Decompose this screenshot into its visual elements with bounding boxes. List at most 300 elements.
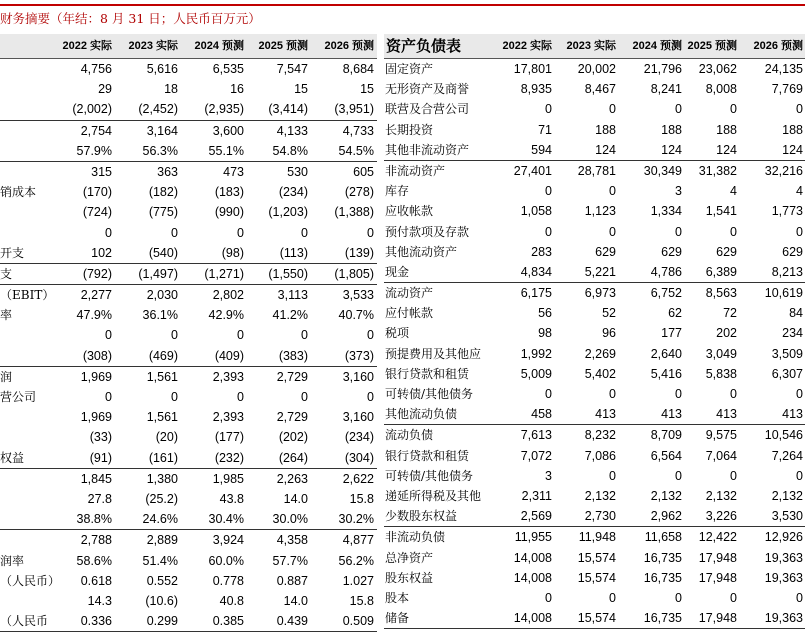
table-row [0, 366, 377, 387]
cell-value: 15.8 [349, 491, 374, 506]
cell-value: 40.7% [338, 308, 374, 323]
cell-value: 1,969 [80, 369, 112, 384]
table-row [384, 588, 805, 608]
cell-value: 0 [301, 328, 308, 343]
row-label: 税项 [385, 326, 410, 341]
cell-value: 0 [367, 328, 374, 343]
cell-value: 7,086 [584, 448, 616, 463]
cell-value: 5,616 [146, 62, 178, 76]
row-label: 无形资产及商誉 [385, 82, 470, 97]
cell-value: (234) [344, 430, 374, 445]
cell-value: (278) [344, 185, 374, 200]
cell-value: 17,948 [698, 550, 737, 565]
cell-value: 315 [91, 164, 112, 179]
cell-value: 0 [545, 224, 552, 239]
cell-value: 3,113 [277, 288, 308, 303]
cell-value: (383) [278, 348, 308, 363]
cell-value: 0.552 [146, 573, 178, 588]
cell-value: 0.887 [276, 573, 308, 588]
row-label: 开支 [0, 245, 25, 260]
cell-value: 0 [105, 390, 112, 404]
table-row [384, 384, 805, 404]
cell-value: 0 [675, 590, 682, 605]
cell-value: 3,533 [342, 288, 374, 303]
cell-value: 6,307 [771, 366, 803, 381]
cell-value: 98 [538, 326, 552, 341]
table-row [0, 263, 377, 284]
cell-value: (1,805) [334, 266, 374, 281]
cell-value: 629 [716, 244, 737, 259]
cell-value: 21,796 [643, 62, 682, 76]
row-label: 销成本 [0, 185, 37, 200]
cell-value: 2,132 [650, 488, 682, 503]
table-row [0, 346, 377, 366]
cell-value: 19,363 [764, 570, 803, 585]
row-label: 股东权益 [385, 570, 434, 585]
cell-value: 19,363 [764, 611, 803, 626]
cell-value: 3 [545, 468, 552, 483]
row-label: 其他流动资产 [385, 244, 458, 259]
table-row [0, 407, 377, 427]
table-title: 资产负债表 [386, 37, 462, 55]
table-row [384, 608, 805, 629]
cell-value: 56 [538, 306, 552, 321]
cell-value: 4 [796, 184, 803, 199]
cell-value: 0 [675, 468, 682, 483]
table-row [0, 59, 377, 79]
cell-value: 1,541 [705, 204, 737, 219]
cell-value: 30,349 [643, 163, 682, 178]
cell-value: 2,788 [80, 533, 112, 548]
cell-value: 413 [595, 407, 616, 422]
cell-value: 8,241 [650, 82, 682, 97]
cell-value: 11,658 [644, 530, 682, 545]
table-row [0, 448, 377, 468]
cell-value: 0 [237, 390, 244, 404]
row-label: 银行贷款和租赁 [385, 448, 470, 463]
cell-value: 8,935 [520, 82, 552, 97]
cell-value: 2,730 [584, 509, 616, 524]
column-header: 2023 实际 [566, 40, 616, 52]
row-label: 应付帐款 [385, 306, 434, 321]
table-row [384, 303, 805, 323]
table-row [0, 223, 377, 243]
table-body [0, 59, 377, 632]
cell-value: 0 [237, 225, 244, 240]
cell-value: 458 [531, 407, 552, 422]
cell-value: 3 [675, 184, 682, 199]
row-label: 递延所得税及其他 [385, 488, 482, 503]
cell-value: 0 [301, 225, 308, 240]
table-row [0, 611, 377, 632]
cell-value: 0.509 [342, 614, 374, 629]
cell-value: 31,382 [698, 163, 737, 178]
cell-value: (161) [148, 450, 178, 465]
cell-value: 6,175 [520, 286, 552, 301]
cell-value: 18 [164, 82, 178, 97]
cell-value: (304) [344, 450, 374, 465]
cell-value: 3,226 [705, 509, 737, 524]
table-row [384, 99, 805, 119]
cell-value: 4,786 [650, 264, 682, 279]
row-label: 银行贷款和租赁 [385, 366, 470, 381]
cell-value: 1,985 [212, 471, 244, 486]
table-row [384, 120, 805, 140]
cell-value: 0 [796, 224, 803, 239]
cell-value: 2,962 [650, 509, 682, 524]
cell-value: 15 [360, 82, 374, 97]
cell-value: 2,132 [771, 488, 803, 503]
cell-value: 8,008 [705, 82, 737, 97]
cell-value: 3,160 [342, 410, 374, 425]
cell-value: (182) [148, 185, 178, 200]
cell-value: (3,414) [268, 102, 308, 117]
row-label: 率 [0, 308, 13, 323]
cell-value: 2,132 [705, 488, 737, 503]
income-statement-table [0, 34, 377, 632]
cell-value: 1,058 [520, 204, 552, 219]
row-label: （人民币） [0, 573, 61, 588]
table-row [384, 282, 805, 303]
table-row [0, 427, 377, 447]
cell-value: 7,264 [771, 448, 803, 463]
cell-value: (990) [214, 205, 244, 220]
row-label: 可转债/其他债务 [385, 387, 474, 401]
cell-value: 2,802 [212, 288, 244, 303]
balance-sheet-table [384, 34, 805, 629]
cell-value: 629 [782, 244, 803, 259]
cell-value: 2,729 [276, 369, 308, 384]
cell-value: 0 [105, 225, 112, 240]
table-row [0, 161, 377, 182]
cell-value: 32,216 [764, 163, 803, 178]
row-label: 营公司 [0, 390, 37, 404]
cell-value: 0 [730, 590, 737, 605]
cell-value: 188 [782, 122, 803, 137]
cell-value: (308) [82, 348, 112, 363]
cell-value: 124 [595, 142, 616, 157]
cell-value: 30.2% [338, 512, 374, 527]
cell-value: 234 [782, 326, 803, 341]
cell-value: (33) [89, 430, 112, 445]
cell-value: 17,948 [698, 611, 737, 626]
cell-value: 7,072 [520, 448, 552, 463]
table-row [384, 242, 805, 262]
cell-value: 8,467 [584, 82, 616, 97]
cell-value: 62 [668, 306, 682, 321]
table-header [0, 34, 377, 59]
cell-value: 1,561 [146, 410, 178, 425]
cell-value: 8,709 [650, 428, 682, 443]
table-row [0, 243, 377, 263]
cell-value: 7,547 [276, 62, 308, 76]
column-header: 2026 预测 [324, 40, 374, 52]
column-header: 2025 预测 [258, 40, 308, 52]
cell-value: 2,269 [584, 346, 616, 361]
cell-value: 0 [545, 102, 552, 117]
column-header: 2024 预测 [632, 40, 682, 52]
cell-value: 6,752 [650, 286, 682, 301]
cell-value: 3,530 [771, 509, 803, 524]
cell-value: (234) [278, 185, 308, 200]
cell-value: 188 [595, 122, 616, 137]
cell-value: (139) [344, 245, 374, 260]
cell-value: 413 [661, 407, 682, 422]
cell-value: 0 [609, 468, 616, 483]
column-header: 2024 预测 [194, 40, 244, 52]
cell-value: 202 [716, 326, 737, 341]
cell-value: 36.1% [142, 308, 178, 323]
cell-value: 15,574 [577, 550, 616, 565]
cell-value: 7,769 [771, 82, 803, 97]
cell-value: 15.8 [349, 593, 374, 608]
column-header: 2026 预测 [753, 40, 803, 52]
cell-value: 27,401 [513, 163, 552, 178]
cell-value: 10,619 [764, 286, 803, 301]
cell-value: 2,277 [80, 288, 112, 303]
row-label: 流动负债 [385, 428, 434, 443]
cell-value: 38.8% [76, 512, 112, 527]
table-row [384, 181, 805, 201]
row-label: 预付款项及存款 [385, 224, 470, 239]
cell-value: 0 [675, 387, 682, 401]
table-row [384, 140, 805, 160]
cell-value: 20,002 [577, 62, 616, 76]
cell-value: 3,924 [212, 533, 244, 548]
row-label: 长期投资 [385, 122, 434, 137]
cell-value: 16,735 [643, 611, 682, 626]
cell-value: 57.7% [272, 553, 308, 568]
table-row [0, 551, 377, 571]
cell-value: 0 [796, 590, 803, 605]
table-row [384, 404, 805, 424]
table-row [0, 509, 377, 529]
cell-value: 16,735 [643, 570, 682, 585]
cell-value: 0 [675, 224, 682, 239]
cell-value: 5,009 [520, 366, 552, 381]
cell-value: 413 [782, 407, 803, 422]
table-row [0, 468, 377, 489]
cell-value: (113) [279, 245, 308, 260]
row-label: 润 [0, 369, 13, 384]
cell-value: 2,311 [521, 488, 552, 503]
cell-value: 60.0% [208, 553, 244, 568]
row-label: 预提费用及其他应 [385, 346, 482, 361]
cell-value: 0 [796, 387, 803, 401]
cell-value: 27.8 [87, 491, 112, 506]
cell-value: 54.8% [272, 143, 308, 158]
cell-value: 10,546 [764, 428, 803, 443]
table-row [0, 284, 377, 305]
cell-value: 0 [171, 390, 178, 404]
row-label: 少数股东权益 [385, 509, 458, 524]
row-label: 可转债/其他债务 [385, 468, 474, 483]
cell-value: (202) [278, 430, 308, 445]
cell-value: 0.299 [146, 614, 178, 629]
cell-value: 30.0% [272, 512, 308, 527]
cell-value: 2,622 [342, 471, 374, 486]
cell-value: 16 [230, 82, 244, 97]
cell-value: 4,358 [276, 533, 308, 548]
cell-value: 1,845 [80, 471, 112, 486]
cell-value: 3,160 [342, 369, 374, 384]
cell-value: 0 [730, 224, 737, 239]
cell-value: (373) [344, 348, 374, 363]
table-row [384, 364, 805, 384]
cell-value: 4,834 [520, 264, 552, 279]
cell-value: 7,613 [520, 428, 552, 443]
cell-value: 51.4% [142, 553, 178, 568]
cell-value: 8,684 [342, 62, 374, 76]
cell-value: 58.6% [76, 553, 112, 568]
cell-value: 0 [609, 224, 616, 239]
cell-value: 0 [796, 468, 803, 483]
row-label: 非流动资产 [385, 163, 446, 178]
cell-value: 177 [661, 326, 682, 341]
row-label: （EBIT） [0, 288, 55, 303]
cell-value: 40.8 [219, 593, 244, 608]
row-label: 总净资产 [385, 550, 434, 565]
cell-value: 0.336 [80, 614, 112, 629]
cell-value: 71 [538, 122, 552, 137]
top-red-rule [0, 4, 805, 6]
table-row [384, 548, 805, 568]
cell-value: 0 [609, 590, 616, 605]
table-row [0, 202, 377, 222]
cell-value: 54.5% [338, 143, 374, 158]
cell-value: 1,992 [520, 346, 552, 361]
cell-value: 124 [782, 142, 803, 157]
row-label: 库存 [385, 184, 410, 199]
table-row [0, 387, 377, 407]
cell-value: 6,564 [650, 448, 682, 463]
row-label: 权益 [0, 450, 25, 465]
cell-value: 1,123 [584, 204, 616, 219]
cell-value: 0 [796, 102, 803, 117]
cell-value: 530 [287, 164, 308, 179]
cell-value: (264) [278, 450, 308, 465]
cell-value: 2,569 [520, 509, 552, 524]
cell-value: 8,213 [771, 264, 803, 279]
cell-value: 473 [223, 164, 244, 179]
cell-value: 0 [545, 590, 552, 605]
cell-value: (2,452) [138, 102, 178, 117]
cell-value: (1,388) [334, 205, 374, 220]
column-header: 2022 实际 [502, 40, 552, 52]
cell-value: 6,973 [584, 286, 616, 301]
cell-value: (183) [214, 185, 244, 200]
cell-value: 2,263 [276, 471, 308, 486]
table-row [384, 446, 805, 466]
table-row [0, 79, 377, 99]
cell-value: 4,733 [342, 123, 374, 138]
row-label: 股本 [385, 590, 410, 605]
cell-value: 0 [237, 328, 244, 343]
cell-value: (409) [214, 348, 244, 363]
cell-value: 188 [716, 122, 737, 137]
cell-value: (775) [148, 205, 178, 220]
cell-value: 56.2% [338, 553, 374, 568]
cell-value: 47.9% [76, 308, 112, 323]
cell-value: (3,951) [334, 102, 374, 117]
cell-value: (232) [214, 450, 244, 465]
cell-value: (177) [214, 430, 244, 445]
cell-value: 2,393 [212, 410, 244, 425]
cell-value: (2,002) [72, 102, 112, 117]
cell-value: 0 [609, 184, 616, 199]
table-row [384, 160, 805, 181]
cell-value: 24.6% [142, 512, 178, 527]
cell-value: 5,402 [584, 366, 616, 381]
cell-value: 3,164 [146, 123, 178, 138]
table-row [384, 568, 805, 588]
column-header: 2022 实际 [62, 40, 112, 52]
table-row [0, 529, 377, 550]
cell-value: 23,062 [698, 62, 737, 76]
cell-value: (792) [82, 266, 112, 281]
cell-value: (1,497) [138, 266, 178, 281]
cell-value: 42.9% [208, 308, 244, 323]
cell-value: (1,550) [268, 266, 308, 281]
cell-value: 1,969 [80, 410, 112, 425]
cell-value: 1,334 [650, 204, 682, 219]
cell-value: 5,221 [584, 264, 616, 279]
cell-value: 0.778 [212, 573, 244, 588]
row-label: 储备 [385, 611, 410, 626]
row-label: 其他流动负债 [385, 407, 458, 422]
cell-value: 14.0 [283, 491, 308, 506]
cell-value: 413 [716, 407, 737, 422]
cell-value: 605 [353, 164, 374, 179]
cell-value: 5,416 [650, 366, 682, 381]
cell-value: 0 [367, 390, 374, 404]
cell-value: 594 [531, 142, 552, 157]
cell-value: 4,877 [342, 533, 374, 548]
table-row [0, 141, 377, 161]
cell-value: 8,563 [705, 286, 737, 301]
table-row [0, 591, 377, 611]
cell-value: 7,064 [705, 448, 737, 463]
row-label: 润率 [0, 553, 25, 568]
table-row [384, 222, 805, 242]
row-label: 支 [0, 266, 13, 281]
cell-value: 14.0 [283, 593, 308, 608]
cell-value: 0 [730, 387, 737, 401]
row-label: 流动资产 [385, 286, 434, 301]
cell-value: 57.9% [76, 143, 112, 158]
cell-value: 0 [730, 468, 737, 483]
cell-value: 1.027 [342, 573, 374, 588]
row-label: 非流动负债 [385, 530, 446, 545]
cell-value: 188 [661, 122, 682, 137]
cell-value: 2,889 [146, 533, 178, 548]
cell-value: 17,801 [513, 62, 552, 76]
table-row [0, 99, 377, 119]
cell-value: 8,232 [584, 428, 616, 443]
cell-value: 3,600 [212, 123, 244, 138]
row-label: 现金 [385, 264, 410, 279]
cell-value: 1,380 [146, 471, 178, 486]
cell-value: 14,008 [513, 570, 552, 585]
cell-value: 11,948 [578, 530, 616, 545]
table-row [0, 325, 377, 345]
cell-value: 84 [789, 306, 803, 321]
cell-value: 0 [367, 225, 374, 240]
cell-value: 283 [531, 244, 552, 259]
cell-value: 3,509 [771, 346, 803, 361]
table-row [0, 305, 377, 325]
cell-value: 2,729 [276, 410, 308, 425]
